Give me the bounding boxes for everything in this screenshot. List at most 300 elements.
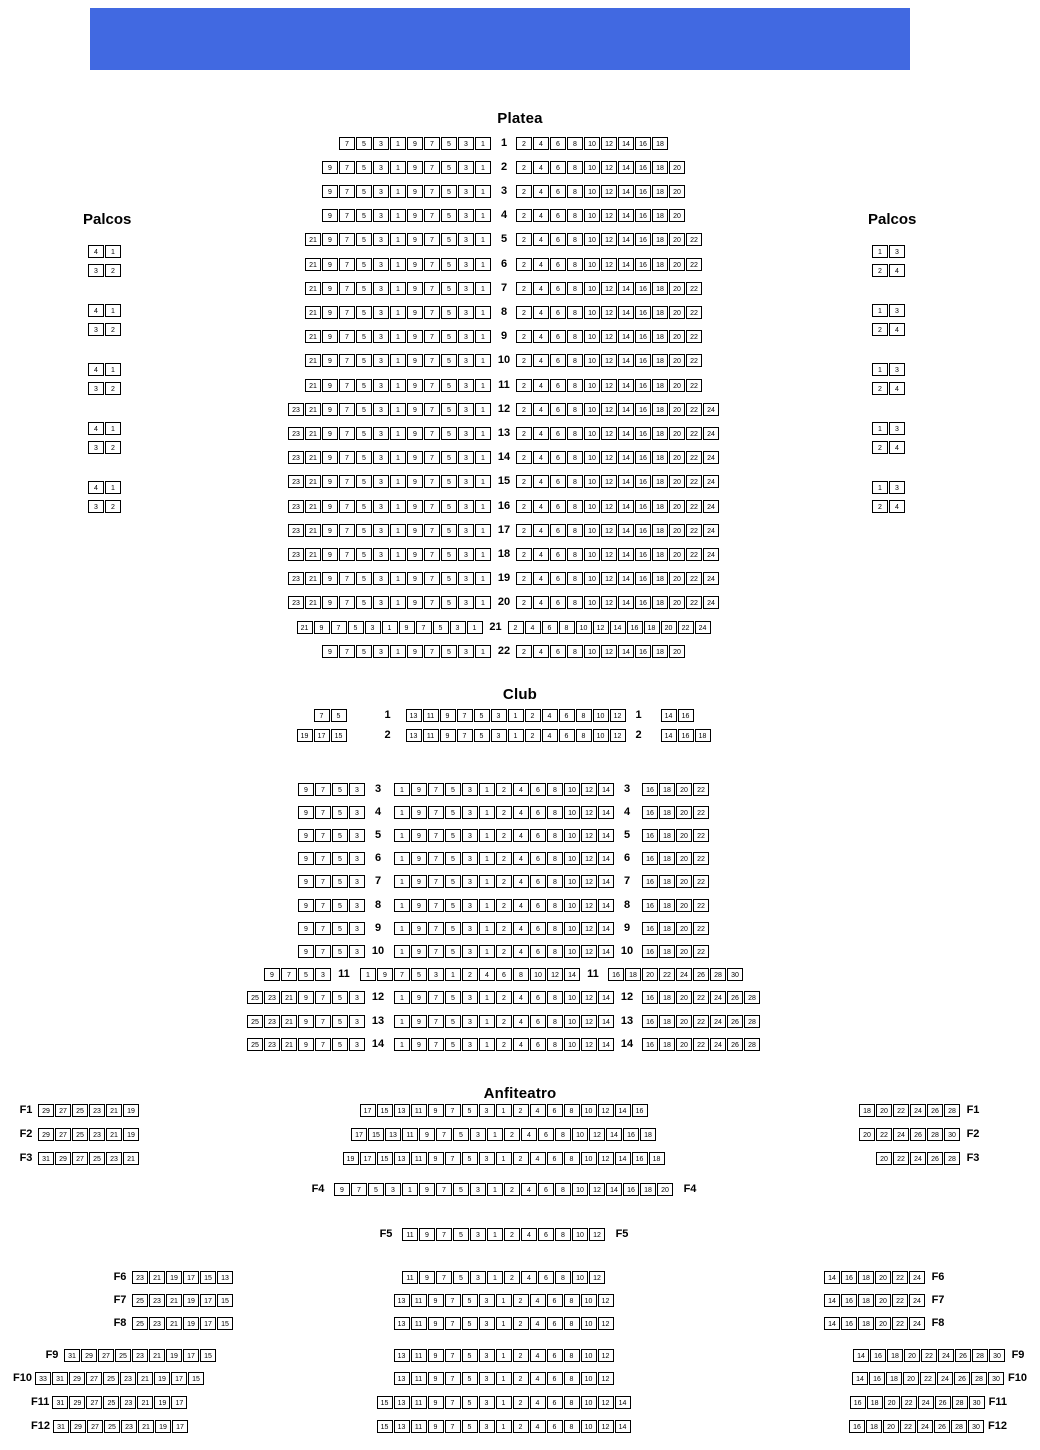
seat[interactable]: 18 [659, 945, 675, 958]
seat[interactable]: 1 [479, 991, 495, 1004]
seat[interactable]: 21 [281, 991, 297, 1004]
seat[interactable]: 6 [496, 968, 512, 981]
seat[interactable]: 2 [516, 403, 532, 416]
seat[interactable]: 1 [475, 282, 491, 295]
seat[interactable]: 14 [598, 783, 614, 796]
seat[interactable]: 14 [618, 596, 634, 609]
seat[interactable]: 2 [516, 427, 532, 440]
seat[interactable]: 15 [377, 1420, 393, 1433]
seat[interactable]: 6 [530, 1038, 546, 1051]
seat[interactable]: 3 [373, 427, 389, 440]
seat[interactable]: 6 [550, 185, 566, 198]
seat[interactable]: 16 [635, 548, 651, 561]
seat[interactable]: 20 [669, 379, 685, 392]
seat[interactable]: 27 [86, 1396, 102, 1409]
seat[interactable]: 1 [475, 233, 491, 246]
seat[interactable]: 3 [349, 922, 365, 935]
seat[interactable]: 3 [88, 264, 104, 277]
seat[interactable]: 2 [462, 968, 478, 981]
seat[interactable]: 9 [419, 1228, 435, 1241]
seat[interactable]: 4 [889, 500, 905, 513]
seat[interactable]: 28 [744, 1038, 760, 1051]
seat[interactable]: 7 [339, 258, 355, 271]
seat[interactable]: 6 [538, 1128, 554, 1141]
seat[interactable]: 14 [598, 829, 614, 842]
seat[interactable]: 6 [550, 161, 566, 174]
seat[interactable]: 26 [954, 1372, 970, 1385]
seat[interactable]: 9 [322, 451, 338, 464]
seat[interactable]: 1 [487, 1271, 503, 1284]
seat[interactable]: 20 [676, 1015, 692, 1028]
seat[interactable]: 1 [508, 709, 524, 722]
seat[interactable]: 7 [436, 1228, 452, 1241]
seat[interactable]: 9 [407, 524, 423, 537]
seat[interactable]: 14 [618, 354, 634, 367]
seat[interactable]: 14 [564, 968, 580, 981]
seat[interactable]: 4 [533, 354, 549, 367]
seat[interactable]: 2 [872, 441, 888, 454]
seat[interactable]: 3 [462, 1015, 478, 1028]
seat[interactable]: 7 [424, 354, 440, 367]
seat[interactable]: 21 [305, 596, 321, 609]
seat[interactable]: 1 [394, 922, 410, 935]
seat[interactable]: 8 [567, 596, 583, 609]
seat[interactable]: 4 [513, 945, 529, 958]
seat[interactable]: 5 [453, 1228, 469, 1241]
seat[interactable]: 10 [564, 991, 580, 1004]
seat[interactable]: 8 [547, 1038, 563, 1051]
seat[interactable]: 8 [547, 1015, 563, 1028]
seat[interactable]: 1 [390, 233, 406, 246]
seat[interactable]: 18 [652, 282, 668, 295]
seat[interactable]: 4 [533, 379, 549, 392]
seat[interactable]: 7 [315, 783, 331, 796]
seat[interactable]: 2 [872, 323, 888, 336]
seat[interactable]: 18 [640, 1128, 656, 1141]
seat[interactable]: 23 [288, 596, 304, 609]
seat[interactable]: 2 [508, 621, 524, 634]
seat[interactable]: 2 [504, 1128, 520, 1141]
seat[interactable]: 3 [365, 621, 381, 634]
seat[interactable]: 5 [441, 475, 457, 488]
seat[interactable]: 24 [910, 1152, 926, 1165]
seat[interactable]: 3 [349, 806, 365, 819]
seat[interactable]: 4 [889, 264, 905, 277]
seat[interactable]: 1 [872, 245, 888, 258]
seat[interactable]: 20 [884, 1396, 900, 1409]
seat[interactable]: 23 [120, 1372, 136, 1385]
seat[interactable]: 7 [339, 548, 355, 561]
seat[interactable]: 23 [89, 1128, 105, 1141]
seat[interactable]: 3 [462, 852, 478, 865]
seat[interactable]: 3 [462, 922, 478, 935]
seat[interactable]: 22 [686, 427, 702, 440]
seat[interactable]: 29 [70, 1420, 86, 1433]
seat[interactable]: 5 [411, 968, 427, 981]
seat[interactable]: 3 [88, 441, 104, 454]
seat[interactable]: 21 [137, 1396, 153, 1409]
seat[interactable]: 7 [445, 1104, 461, 1117]
seat[interactable]: 16 [635, 427, 651, 440]
seat[interactable]: 10 [593, 709, 609, 722]
seat[interactable]: 6 [542, 621, 558, 634]
seat[interactable]: 18 [886, 1372, 902, 1385]
seat[interactable]: 8 [564, 1294, 580, 1307]
seat[interactable]: 3 [373, 282, 389, 295]
seat[interactable]: 22 [686, 572, 702, 585]
seat[interactable]: 10 [581, 1317, 597, 1330]
seat[interactable]: 9 [322, 161, 338, 174]
seat[interactable]: 7 [424, 379, 440, 392]
seat[interactable]: 3 [889, 481, 905, 494]
seat[interactable]: 18 [652, 258, 668, 271]
seat[interactable]: 5 [356, 233, 372, 246]
seat[interactable]: 3 [349, 945, 365, 958]
seat[interactable]: 14 [618, 451, 634, 464]
seat[interactable]: 26 [727, 1038, 743, 1051]
seat[interactable]: 1 [394, 783, 410, 796]
seat[interactable]: 15 [188, 1372, 204, 1385]
seat[interactable]: 21 [149, 1271, 165, 1284]
seat[interactable]: 14 [661, 729, 677, 742]
seat[interactable]: 29 [81, 1349, 97, 1362]
seat[interactable]: 3 [889, 422, 905, 435]
seat[interactable]: 8 [567, 451, 583, 464]
seat[interactable]: 1 [479, 806, 495, 819]
seat[interactable]: 18 [858, 1294, 874, 1307]
seat[interactable]: 5 [445, 1038, 461, 1051]
seat[interactable]: 18 [659, 875, 675, 888]
seat[interactable]: 20 [676, 806, 692, 819]
seat[interactable]: 9 [298, 991, 314, 1004]
seat[interactable]: 3 [373, 475, 389, 488]
seat[interactable]: 3 [479, 1420, 495, 1433]
seat[interactable]: 7 [428, 1015, 444, 1028]
seat[interactable]: 20 [676, 1038, 692, 1051]
seat[interactable]: 16 [635, 233, 651, 246]
seat[interactable]: 9 [407, 379, 423, 392]
seat[interactable]: 3 [458, 354, 474, 367]
seat[interactable]: 31 [52, 1372, 68, 1385]
seat[interactable]: 11 [423, 729, 439, 742]
seat[interactable]: 2 [516, 524, 532, 537]
seat[interactable]: 21 [149, 1349, 165, 1362]
seat[interactable]: 1 [475, 596, 491, 609]
seat[interactable]: 18 [659, 1015, 675, 1028]
seat[interactable]: 16 [841, 1271, 857, 1284]
seat[interactable]: 24 [703, 475, 719, 488]
seat[interactable]: 3 [470, 1128, 486, 1141]
seat[interactable]: 9 [411, 945, 427, 958]
seat[interactable]: 6 [550, 524, 566, 537]
seat[interactable]: 3 [428, 968, 444, 981]
seat[interactable]: 7 [436, 1128, 452, 1141]
seat[interactable]: 5 [445, 806, 461, 819]
seat[interactable]: 12 [601, 258, 617, 271]
seat[interactable]: 12 [589, 1271, 605, 1284]
seat[interactable]: 6 [559, 729, 575, 742]
seat[interactable]: 20 [676, 852, 692, 865]
seat[interactable]: 6 [547, 1349, 563, 1362]
seat[interactable]: 21 [138, 1420, 154, 1433]
seat[interactable]: 22 [693, 945, 709, 958]
seat[interactable]: 12 [593, 621, 609, 634]
seat[interactable]: 4 [533, 161, 549, 174]
seat[interactable]: 16 [635, 500, 651, 513]
seat[interactable]: 8 [567, 572, 583, 585]
seat[interactable]: 20 [669, 258, 685, 271]
seat[interactable]: 1 [479, 899, 495, 912]
seat[interactable]: 1 [496, 1420, 512, 1433]
seat[interactable]: 24 [703, 427, 719, 440]
seat[interactable]: 1 [496, 1396, 512, 1409]
seat[interactable]: 5 [445, 852, 461, 865]
seat[interactable]: 4 [533, 209, 549, 222]
seat[interactable]: 23 [264, 1015, 280, 1028]
seat[interactable]: 3 [88, 382, 104, 395]
seat[interactable]: 16 [635, 258, 651, 271]
seat[interactable]: 9 [419, 1183, 435, 1196]
seat[interactable]: 1 [496, 1372, 512, 1385]
seat[interactable]: 9 [407, 330, 423, 343]
seat[interactable]: 20 [876, 1104, 892, 1117]
seat[interactable]: 25 [72, 1128, 88, 1141]
seat[interactable]: 7 [445, 1317, 461, 1330]
seat[interactable]: 25 [132, 1294, 148, 1307]
seat[interactable]: 5 [445, 875, 461, 888]
seat[interactable]: 15 [368, 1128, 384, 1141]
seat[interactable]: 27 [55, 1104, 71, 1117]
seat[interactable]: 22 [693, 806, 709, 819]
seat[interactable]: 5 [441, 379, 457, 392]
seat[interactable]: 7 [416, 621, 432, 634]
seat[interactable]: 5 [332, 1015, 348, 1028]
seat[interactable]: 9 [428, 1420, 444, 1433]
seat[interactable]: 22 [686, 524, 702, 537]
seat[interactable]: 27 [55, 1128, 71, 1141]
seat[interactable]: 1 [390, 354, 406, 367]
seat[interactable]: 25 [89, 1152, 105, 1165]
seat[interactable]: 18 [652, 475, 668, 488]
seat[interactable]: 9 [407, 209, 423, 222]
seat[interactable]: 16 [841, 1294, 857, 1307]
seat[interactable]: 5 [462, 1104, 478, 1117]
seat[interactable]: 6 [547, 1420, 563, 1433]
seat[interactable]: 24 [710, 1038, 726, 1051]
seat[interactable]: 1 [479, 829, 495, 842]
seat[interactable]: 20 [676, 899, 692, 912]
seat[interactable]: 17 [200, 1294, 216, 1307]
seat[interactable]: 20 [669, 306, 685, 319]
seat[interactable]: 12 [581, 945, 597, 958]
seat[interactable]: 10 [584, 233, 600, 246]
seat[interactable]: 7 [339, 451, 355, 464]
seat[interactable]: 13 [394, 1420, 410, 1433]
seat[interactable]: 5 [356, 596, 372, 609]
seat[interactable]: 7 [394, 968, 410, 981]
seat[interactable]: 14 [598, 875, 614, 888]
seat[interactable]: 4 [88, 363, 104, 376]
seat[interactable]: 3 [458, 572, 474, 585]
seat[interactable]: 9 [298, 945, 314, 958]
seat[interactable]: 17 [171, 1396, 187, 1409]
seat[interactable]: 5 [356, 258, 372, 271]
seat[interactable]: 2 [504, 1271, 520, 1284]
seat[interactable]: 3 [458, 451, 474, 464]
seat[interactable]: 10 [584, 306, 600, 319]
seat[interactable]: 1 [872, 363, 888, 376]
seat[interactable]: 16 [849, 1420, 865, 1433]
seat[interactable]: 9 [411, 899, 427, 912]
seat[interactable]: 5 [462, 1152, 478, 1165]
seat[interactable]: 23 [288, 403, 304, 416]
seat[interactable]: 7 [428, 922, 444, 935]
seat[interactable]: 4 [513, 1015, 529, 1028]
seat[interactable]: 7 [315, 945, 331, 958]
seat[interactable]: 22 [686, 282, 702, 295]
seat[interactable]: 21 [305, 354, 321, 367]
seat[interactable]: 5 [441, 427, 457, 440]
seat[interactable]: 1 [496, 1152, 512, 1165]
seat[interactable]: 5 [441, 258, 457, 271]
seat[interactable]: 2 [516, 161, 532, 174]
seat[interactable]: 10 [564, 806, 580, 819]
seat[interactable]: 1 [105, 304, 121, 317]
seat[interactable]: 4 [533, 572, 549, 585]
seat[interactable]: 14 [615, 1152, 631, 1165]
seat[interactable]: 12 [601, 209, 617, 222]
seat[interactable]: 1 [382, 621, 398, 634]
seat[interactable]: 12 [581, 852, 597, 865]
seat[interactable]: 10 [584, 572, 600, 585]
seat[interactable]: 24 [695, 621, 711, 634]
seat[interactable]: 30 [727, 968, 743, 981]
seat[interactable]: 17 [183, 1271, 199, 1284]
seat[interactable]: 1 [390, 548, 406, 561]
seat[interactable]: 15 [377, 1152, 393, 1165]
seat[interactable]: 7 [315, 806, 331, 819]
seat[interactable]: 6 [538, 1228, 554, 1241]
seat[interactable]: 13 [394, 1372, 410, 1385]
seat[interactable]: 9 [411, 1015, 427, 1028]
seat[interactable]: 9 [314, 621, 330, 634]
seat[interactable]: 19 [166, 1349, 182, 1362]
seat[interactable]: 1 [390, 306, 406, 319]
seat[interactable]: 7 [457, 709, 473, 722]
seat[interactable]: 22 [686, 548, 702, 561]
seat[interactable]: 9 [322, 379, 338, 392]
seat[interactable]: 1 [390, 379, 406, 392]
seat[interactable]: 12 [581, 1038, 597, 1051]
seat[interactable]: 10 [581, 1104, 597, 1117]
seat[interactable]: 1 [487, 1128, 503, 1141]
seat[interactable]: 14 [598, 945, 614, 958]
seat[interactable]: 12 [547, 968, 563, 981]
seat[interactable]: 2 [513, 1349, 529, 1362]
seat[interactable]: 20 [859, 1128, 875, 1141]
seat[interactable]: 9 [411, 783, 427, 796]
seat[interactable]: 12 [610, 729, 626, 742]
seat[interactable]: 5 [332, 945, 348, 958]
seat[interactable]: 16 [642, 1038, 658, 1051]
seat[interactable]: 2 [525, 709, 541, 722]
seat[interactable]: 14 [618, 500, 634, 513]
seat[interactable]: 9 [298, 922, 314, 935]
seat[interactable]: 18 [652, 306, 668, 319]
seat[interactable]: 9 [322, 233, 338, 246]
seat[interactable]: 28 [951, 1420, 967, 1433]
seat[interactable]: 5 [348, 621, 364, 634]
seat[interactable]: 6 [538, 1183, 554, 1196]
seat[interactable]: 25 [247, 1038, 263, 1051]
seat[interactable]: 4 [533, 596, 549, 609]
seat[interactable]: 27 [86, 1372, 102, 1385]
seat[interactable]: 10 [564, 899, 580, 912]
seat[interactable]: 6 [550, 209, 566, 222]
seat[interactable]: 7 [424, 258, 440, 271]
seat[interactable]: 28 [952, 1396, 968, 1409]
seat[interactable]: 5 [332, 1038, 348, 1051]
seat[interactable]: 4 [521, 1128, 537, 1141]
seat[interactable]: 8 [567, 475, 583, 488]
seat[interactable]: 6 [530, 991, 546, 1004]
seat[interactable]: 3 [479, 1294, 495, 1307]
seat[interactable]: 9 [407, 500, 423, 513]
seat[interactable]: 26 [934, 1420, 950, 1433]
seat[interactable]: 9 [322, 185, 338, 198]
seat[interactable]: 16 [635, 475, 651, 488]
seat[interactable]: 1 [394, 875, 410, 888]
seat[interactable]: 2 [516, 258, 532, 271]
seat[interactable]: 30 [988, 1372, 1004, 1385]
seat[interactable]: 29 [69, 1372, 85, 1385]
seat[interactable]: 8 [555, 1228, 571, 1241]
seat[interactable]: 9 [322, 475, 338, 488]
seat[interactable]: 12 [581, 899, 597, 912]
seat[interactable]: 8 [567, 354, 583, 367]
seat[interactable]: 20 [669, 403, 685, 416]
seat[interactable]: 5 [356, 209, 372, 222]
seat[interactable]: 18 [652, 161, 668, 174]
seat[interactable]: 26 [727, 991, 743, 1004]
seat[interactable]: 13 [394, 1349, 410, 1362]
seat[interactable]: 4 [530, 1294, 546, 1307]
seat[interactable]: 24 [703, 572, 719, 585]
seat[interactable]: 3 [373, 306, 389, 319]
seat[interactable]: 18 [659, 899, 675, 912]
seat[interactable]: 9 [298, 899, 314, 912]
seat[interactable]: 8 [547, 806, 563, 819]
seat[interactable]: 7 [436, 1271, 452, 1284]
seat[interactable]: 6 [530, 875, 546, 888]
seat[interactable]: 5 [356, 451, 372, 464]
seat[interactable]: 30 [968, 1420, 984, 1433]
seat[interactable]: 1 [390, 524, 406, 537]
seat[interactable]: 8 [567, 233, 583, 246]
seat[interactable]: 18 [659, 829, 675, 842]
seat[interactable]: 28 [710, 968, 726, 981]
seat[interactable]: 9 [428, 1317, 444, 1330]
seat[interactable]: 9 [322, 282, 338, 295]
seat[interactable]: 7 [339, 282, 355, 295]
seat[interactable]: 24 [909, 1294, 925, 1307]
seat[interactable]: 19 [297, 729, 313, 742]
seat[interactable]: 7 [445, 1372, 461, 1385]
seat[interactable]: 7 [339, 330, 355, 343]
seat[interactable]: 17 [314, 729, 330, 742]
seat[interactable]: 4 [533, 306, 549, 319]
seat[interactable]: 6 [550, 233, 566, 246]
